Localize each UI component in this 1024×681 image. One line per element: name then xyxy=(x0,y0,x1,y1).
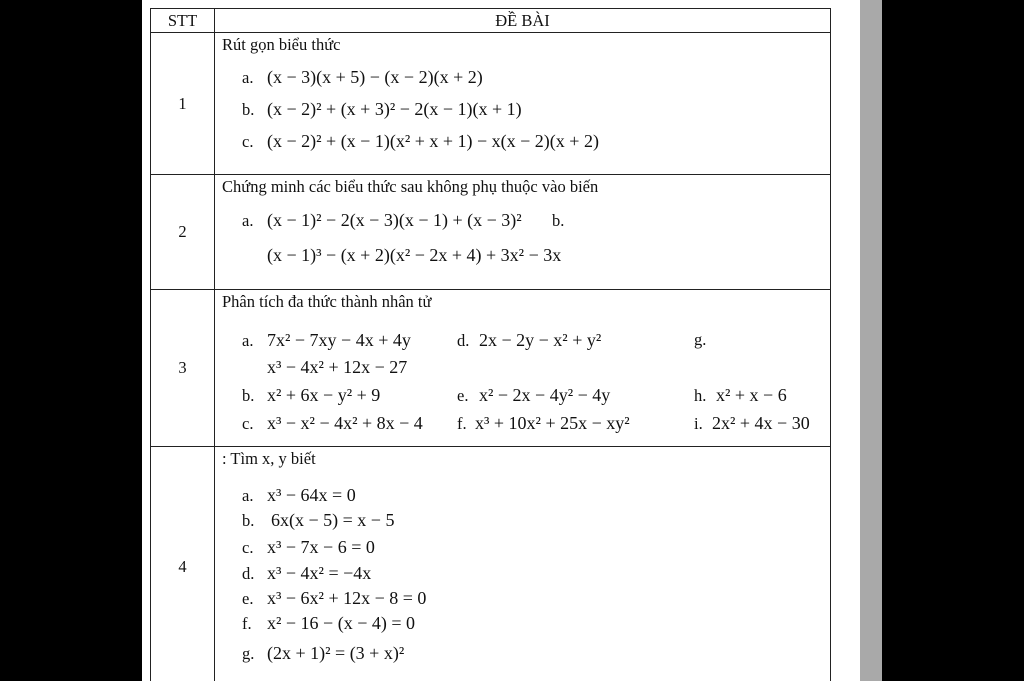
item-label: a. xyxy=(242,331,254,350)
table-header-row xyxy=(151,9,831,33)
item-label: d. xyxy=(457,331,470,350)
item-label: b. xyxy=(242,100,255,119)
item-label: a. xyxy=(242,68,254,87)
item-label: g. xyxy=(242,644,255,663)
row-content xyxy=(215,33,831,175)
item-expression: x³ − 4x² = −4x xyxy=(267,563,372,583)
list-item xyxy=(222,203,826,238)
document-page xyxy=(142,0,860,681)
row-number: 4 xyxy=(151,447,215,681)
item-expression: 6x(x − 5) = x − 5 xyxy=(271,510,395,530)
item-label: b. xyxy=(552,211,565,230)
item-label: c. xyxy=(242,414,254,433)
item-label: a. xyxy=(242,486,254,505)
item-expression: x² + x − 6 xyxy=(716,385,787,405)
table-row xyxy=(151,175,831,290)
list-item xyxy=(222,61,826,93)
list-item xyxy=(222,508,826,533)
item-expression: (x − 3)(x + 5) − (x − 2)(x + 2) xyxy=(267,67,483,87)
row-content xyxy=(215,175,831,290)
list-item xyxy=(222,93,826,125)
list-item xyxy=(222,636,826,671)
row-number: 2 xyxy=(151,175,215,290)
item-expression: (x − 1)² − 2(x − 3)(x − 1) + (x − 3)² xyxy=(267,210,522,230)
item-expression: x³ − 64x = 0 xyxy=(267,485,356,505)
exercise-table xyxy=(150,8,831,681)
row-number: 3 xyxy=(151,290,215,447)
exercise-title: Chứng minh các biểu thức sau không phụ thuộc vào biến xyxy=(222,177,599,196)
item-label: e. xyxy=(242,589,254,608)
exercise-title: Rút gọn biểu thức xyxy=(222,35,341,54)
item-expression: x³ − x² − 4x² + 8x − 4 xyxy=(267,413,423,433)
list-item xyxy=(222,354,826,381)
item-expression: (x − 2)² + (x + 3)² − 2(x − 1)(x + 1) xyxy=(267,99,522,119)
list-item xyxy=(222,125,826,157)
item-expression: 2x² + 4x − 30 xyxy=(712,413,810,433)
item-expression: x³ + 10x² + 25x − xy² xyxy=(475,413,630,433)
list-item xyxy=(222,586,826,611)
item-label: h. xyxy=(694,386,707,405)
item-expression: x² − 16 − (x − 4) = 0 xyxy=(267,613,415,633)
item-expression: 7x² − 7xy − 4x + 4y xyxy=(267,330,411,350)
item-expression: (x − 2)² + (x − 1)(x² + x + 1) − x(x − 2)(x + 2) xyxy=(267,131,599,151)
list-item xyxy=(222,561,826,586)
row-content xyxy=(215,447,831,681)
table-row xyxy=(151,447,831,681)
item-label: a. xyxy=(242,211,254,230)
list-item xyxy=(222,611,826,636)
header-stt: STT xyxy=(151,9,215,33)
item-label: e. xyxy=(457,386,469,405)
list-item xyxy=(222,533,826,561)
item-expression: (2x + 1)² = (3 + x)² xyxy=(267,643,405,663)
item-label: d. xyxy=(242,564,255,583)
item-expression: x³ − 6x² + 12x − 8 = 0 xyxy=(267,588,427,608)
item-label: f. xyxy=(242,614,252,633)
item-expression: 2x − 2y − x² + y² xyxy=(479,330,602,350)
row-content xyxy=(215,290,831,447)
item-expression: x² − 2x − 4y² − 4y xyxy=(479,385,611,405)
table-row xyxy=(151,290,831,447)
item-label: f. xyxy=(457,414,467,433)
vertical-scrollbar[interactable] xyxy=(860,0,882,681)
list-item xyxy=(222,238,826,273)
list-item xyxy=(222,483,826,508)
item-label: c. xyxy=(242,538,254,557)
list-item xyxy=(222,409,826,437)
item-expression: x³ − 7x − 6 = 0 xyxy=(267,537,375,557)
item-expression: (x − 1)³ − (x + 2)(x² − 2x + 4) + 3x² − 3x xyxy=(267,245,562,265)
row-number: 1 xyxy=(151,33,215,175)
exercise-title: : Tìm x, y biết xyxy=(222,449,316,468)
table-row xyxy=(151,33,831,175)
item-expression: x³ − 4x² + 12x − 27 xyxy=(267,357,408,377)
list-item xyxy=(222,326,826,354)
list-item xyxy=(222,381,826,409)
item-label: c. xyxy=(242,132,254,151)
item-expression: x² + 6x − y² + 9 xyxy=(267,385,381,405)
header-de-bai: ĐỀ BÀI xyxy=(215,9,831,33)
item-label: b. xyxy=(242,386,255,405)
item-label: g. xyxy=(694,330,707,349)
item-label: i. xyxy=(694,414,703,433)
item-label: b. xyxy=(242,511,255,530)
exercise-title: Phân tích đa thức thành nhân tử xyxy=(222,292,432,311)
